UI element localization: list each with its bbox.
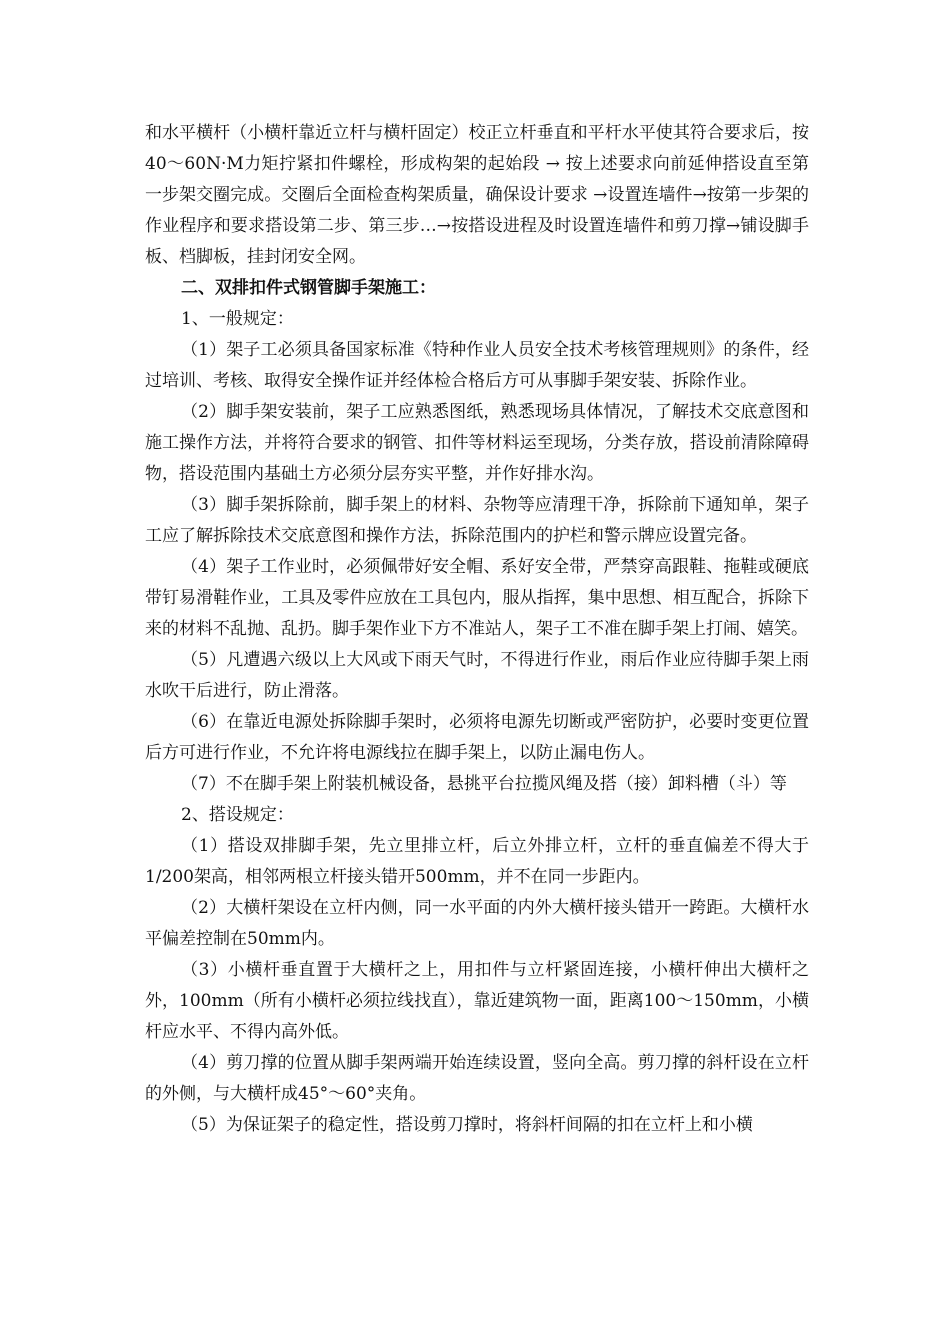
paragraph-continuation: 和水平横杆（小横杆靠近立杆与横杆固定）校正立杆垂直和平杆水平使其符合要求后，按40～60N·M力矩拧紧扣件螺栓，形成构架的起始段 → 按上述要求向前延伸搭设直至第一步架交圈完成。交圈后全面检查构架质量，确保设计要求 →设置连墙件→按第一步架的作业程序和要求搭设第二步、第三步…→按搭设进程及时设置连墙件和剪刀撑→铺设脚手板、档脚板，挂封闭安全网。 (145, 123, 809, 267)
erection-item-3: （3）小横杆垂直置于大横杆之上，用扣件与立杆紧固连接，小横杆伸出大横杆之外，100mm（所有小横杆必须拉线找直），靠近建筑物一面，距离100～150mm，小横杆应水平、不得内高外低。 (145, 960, 809, 1042)
rule-item-7: （7）不在脚手架上附装机械设备，悬挑平台拉揽风绳及搭（接）卸料槽（斗）等 (181, 774, 787, 794)
rule-item-6: （6）在靠近电源处拆除脚手架时，必须将电源先切断或严密防护，必要时变更位置后方可进行作业，不允许将电源线拉在脚手架上，以防止漏电伤人。 (145, 712, 809, 763)
section-heading-double-row-scaffold: 二、双排扣件式钢管脚手架施工： (181, 278, 436, 298)
document-body (145, 118, 809, 1141)
erection-item-2: （2）大横杆架设在立杆内侧，同一水平面的内外大横杆接头错开一跨距。大横杆水平偏差控制在50mm内。 (145, 898, 809, 949)
rule-item-3: （3）脚手架拆除前，脚手架上的材料、杂物等应清理干净，拆除前下通知单，架子工应了解拆除技术交底意图和操作方法，拆除范围内的护栏和警示牌应设置完备。 (145, 495, 809, 546)
erection-item-4: （4）剪刀撑的位置从脚手架两端开始连续设置，竖向全高。剪刀撑的斜杆设在立杆的外侧，与大横杆成45°～60°夹角。 (145, 1053, 809, 1104)
subheading-general-rules: 1、一般规定： (181, 309, 294, 329)
subheading-erection-rules: 2、搭设规定： (181, 805, 294, 825)
rule-item-1: （1）架子工必须具备国家标准《特种作业人员安全技术考核管理规则》的条件，经过培训、考核、取得安全操作证并经体检合格后方可从事脚手架安装、拆除作业。 (145, 340, 809, 391)
rule-item-2: （2）脚手架安装前，架子工应熟悉图纸，熟悉现场具体情况，了解技术交底意图和施工操作方法，并将符合要求的钢管、扣件等材料运至现场，分类存放，搭设前清除障碍物，搭设范围内基础土方必须分层夯实平整，并作好排水沟。 (145, 402, 809, 484)
erection-item-1: （1）搭设双排脚手架，先立里排立杆，后立外排立杆，立杆的垂直偏差不得大于1/200架高，相邻两根立杆接头错开500mm，并不在同一步距内。 (145, 836, 809, 887)
rule-item-4: （4）架子工作业时，必须佩带好安全帽、系好安全带，严禁穿高跟鞋、拖鞋或硬底带钉易滑鞋作业，工具及零件应放在工具包内，服从指挥，集中思想、相互配合，拆除下来的材料不乱抛、乱扔。脚手架作业下方不准站人，架子工不准在脚手架上打闹、嬉笑。 (145, 557, 809, 639)
erection-item-5: （5）为保证架子的稳定性，搭设剪刀撑时，将斜杆间隔的扣在立杆上和小横 (181, 1115, 753, 1135)
rule-item-5: （5）凡遭遇六级以上大风或下雨天气时，不得进行作业，雨后作业应待脚手架上雨水吹干后进行，防止滑落。 (145, 650, 809, 701)
